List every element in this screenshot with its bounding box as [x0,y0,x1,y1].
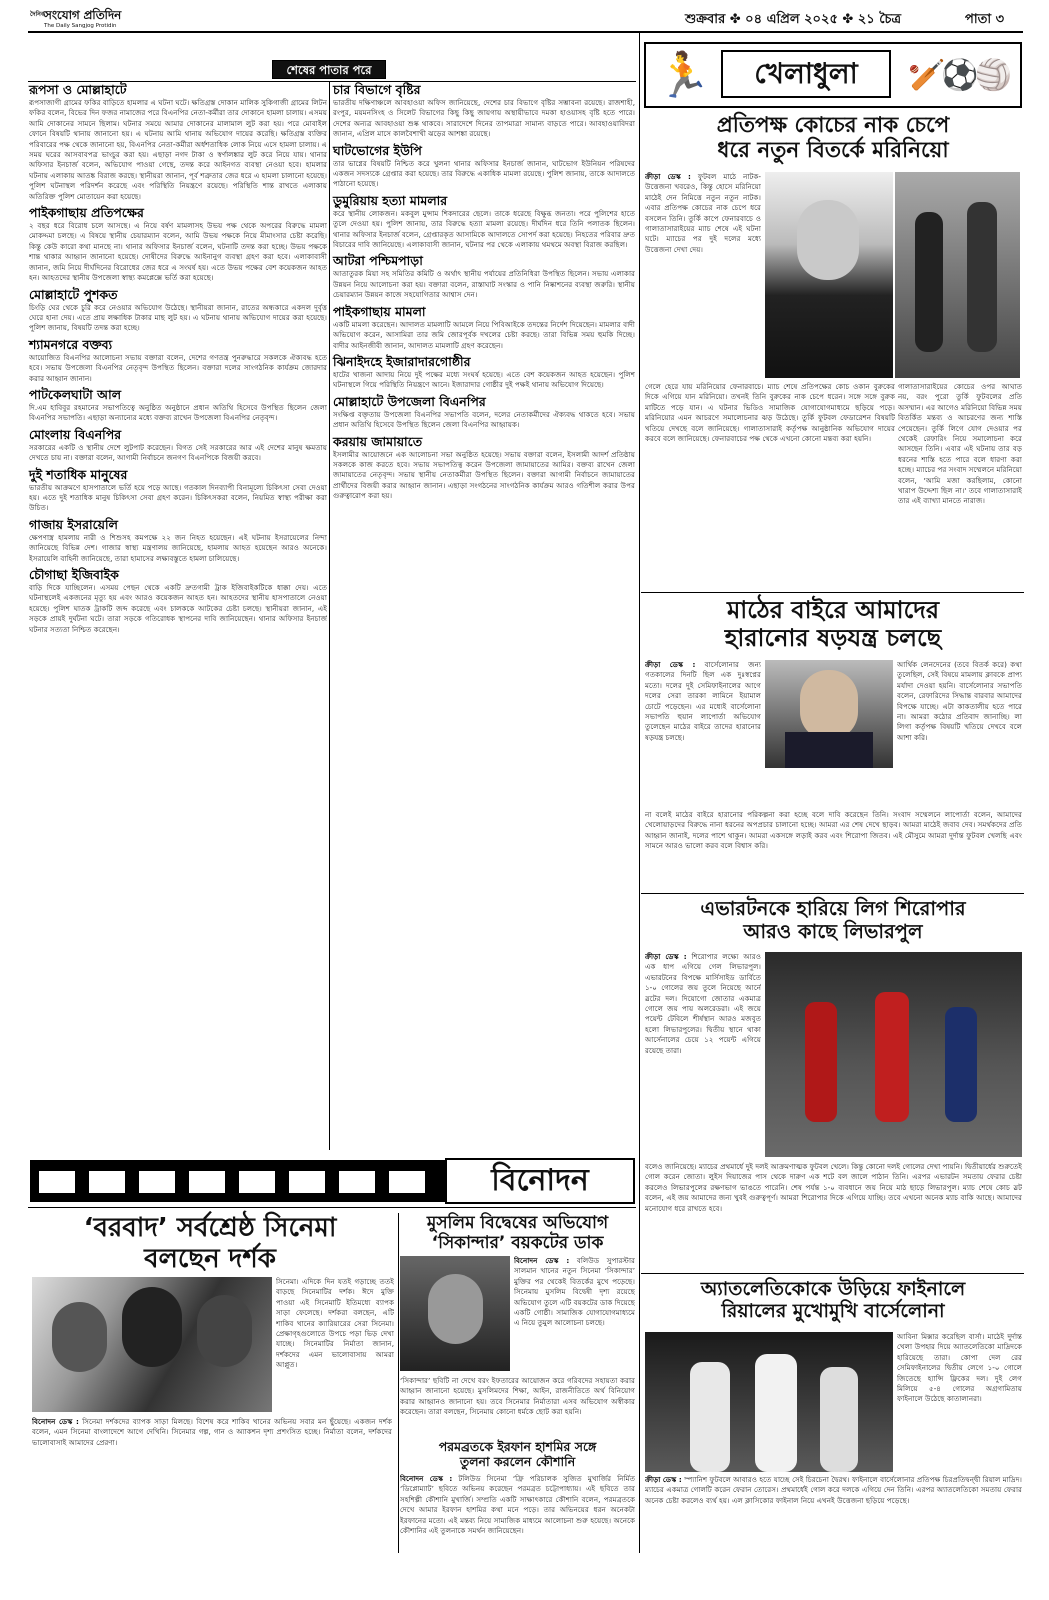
barbad-text-b [32,1417,392,1547]
conspiracy-text-c [645,810,1022,890]
sikandar-text-b-content: ‘সিকান্দার’ ছবিটি না দেখে বরং ইফতারের আয়োজন করে গরিবদের সহায়তা করার আহ্বান জানানো হয়েছে। মুসলিমদের শিক্ষা, আইন, রাজনীতিতে অর্থ বিনিয়োগ করার আহ্বানও জানানো হয়। তবে সিনেমার নির্মাতারা এসব অভিযোগ অস্বীকার করেছেন। তারা বলছেন, সিনেমায় কোনো ধর্মকে ছোট করা হয়নি। [400,1376,635,1417]
sikandar-text-b [400,1376,635,1440]
mourinho-headline [642,113,1024,164]
mourinho-headline-line1: প্রতিপক্ষ কোচের নাক চেপে [716,113,950,138]
liverpool-byline: ক্রীড়া ডেস্ক : [645,952,687,961]
mourinho-text-c [898,382,1022,587]
sports-balls-icon: 🏏⚽🏐 [908,58,1009,93]
article-heading: রূপসা ও মোল্লাহাটে [29,82,127,97]
copa-text-a [897,1332,1022,1472]
article-heading: মোল্লাহাটে উপজেলা বিএনপির [333,393,486,409]
article-body: তার ভাগ্নের বিষয়টি নিশ্চিত করে খুলনা থানার অফিসার ইনচার্জ জানান, ঘাটভোগ ইউনিয়ন পরিষদের একজন সদস্যকে গ্রেপ্তার করা হয়েছে। তার বিরুদ্ধে একাধিক মামলা রয়েছে। পুলিশ জানায়, তাকে আদালতে পাঠানো হয়েছে। [333,158,635,189]
article-body: দি.এম হাবিবুর রহমানের সভাপতিত্বে অনুষ্ঠিত অনুষ্ঠানে প্রধান অতিথি হিসেবে উপস্থিত ছিলেন জেলা বিএনপির সভাপতি। এছাড়া অন্যান্যের মধ্যে বক্তব্য রাখেন উপজেলা বিএনপির নেতৃবৃন্দ। [29,402,327,423]
continuation-banner: শেষের পাতার পরে [272,60,386,79]
copa-text-b-content: স্প্যানিশ ফুটবলে আবারও হতে যাচ্ছে সেই চিরচেনা দ্বৈরথ। ফাইনালে বার্সেলোনার প্রতিপক্ষ চিরপ্রতিদ্বন্দ্বী রিয়াল মাদ্রিদ। ম্যাচের একমাত্র গোলটি করেন ফেরান তোরেস। প্রথমার্ধেই গোল করে দলকে এগিয়ে দেন তিনি। এরপর অ্যাতলেতিকো সমতায় ফেরার অনেক চেষ্টা করলেও ব্যর্থ হয়। এল ক্লাসিকোর ফাইনাল নিয়ে এখনই উত্তেজনা ছড়িয়ে পড়েছে। [645,1475,1022,1505]
article-heading: শ্যামনগরে বক্তব্য [29,336,113,352]
sikandar-headline-line2: ‘সিকান্দার’ বয়কটের ডাক [431,1233,604,1254]
barbad-text-a-content: সিনেমা। এদিকে দিন যতই গড়াচ্ছে ততই বাড়ছে সিনেমাটির দর্শক। ঈদে মুক্তি পাওয়া এই সিনেমাটি ইতিমধ্যে ব্যাপক সাড়া ফেলেছে। দর্শকরা বলছেন, এটি শাকিব খানের ক্যারিয়ারের সেরা সিনেমা। প্রেক্ষাগৃহগুলোতে উপচে পড়া ভিড় দেখা যাচ্ছে। সিনেমাটির নির্মাতা জানান, দর্শকদের এমন ভালোবাসায় আমরা আপ্লুত। [276,1277,394,1370]
copa-text-a-content: আবিনা মিক্সার করেছিল বার্সা। মাঠেই দুর্দান্ত খেলা উপহার দিয়ে অ্যাতলেতিকো মাদ্রিদকে হারিয়েছে তারা। কোপা দেল রের সেমিফাইনালের দ্বিতীয় লেগে ১-০ গোলে জিতেছে হ্যান্সি ফ্লিকের দল। দুই লেগ মিলিয়ে ৫-৪ গোলের অগ্রগামিতায় ফাইনালে উঠেছে কাতালানরা। [897,1332,1022,1404]
koushani-text-content: টলিউড সিনেমা ‘ফ্রি পরিচালক সুজিত মুখার্জির নির্মিত ‘ডিপ্লোম্যাট’ ছবিতে অভিনয় করেছেন পরমব্রত চট্টোপাধ্যায়। এই ছবিতে তার সহশিল্পী কৌশানি মুখার্জি। সম্প্রতি একটি সাক্ষাৎকারে কৌশানি বলেন, পরমব্রতকে দেখে আমার ইরফান হাশমির কথা মনে পড়ে। তার অভিনয়ের ধরন অনেকটা ইরফানের মতো। এই মন্তব্য নিয়ে সামাজিক মাধ্যমে আলোচনা শুরু হয়েছে। অনেকে কৌশানির এই তুলনাকে সমর্থন জানিয়েছেন। [400,1474,635,1536]
article-body: ভারতীয় দক্ষিণাঞ্চলে আবহাওয়া অফিস জানিয়েছে, দেশের চার বিভাগে বৃষ্টির সম্ভাবনা রয়েছে। রাজশাহী, রংপুর, ময়মনসিংহ ও সিলেট বিভাগের কিছু কিছু জায়গায় অস্থায়ীভাবে দমকা হাওয়াসহ বৃষ্টি হতে পারে। দেশের অন্যত্র আবহাওয়া শুষ্ক থাকবে। সারাদেশে দিনের তাপমাত্রা সামান্য বাড়তে পারে। আবহাওয়াবিদরা জানান, এপ্রিল মাসে কালবৈশাখী ঝড়ের আশঙ্কা রয়েছে। [333,98,635,139]
barbad-headline-line2: বলছেন দর্শক [144,1243,276,1274]
copa-final-headline-line2: রিয়ালের মুখোমুখি বার্সেলোনা [721,1300,945,1323]
copa-text-b [645,1475,1022,1553]
sikandar-text-a [514,1256,635,1374]
page-number: পাতা ৩ [965,12,1005,27]
barcelona-conspiracy-headline-line1: মাঠের বাইরে আমাদের [726,596,940,624]
article-body: ২ বছর ধরে বিরোধ চলে আসছে। এ নিয়ে বর্ষণ মামলাসহ উভয় পক্ষ থেকে অপরের বিরুদ্ধে মামলা মোকদ্দমা চলছে। এ বিষয়ে স্থানীয় চেয়ারম্যান বলেন, আমি উভয় পক্ষকে নিয়ে মীমাংসার চেষ্টা করেছি। কিন্তু কেউ কারো কথা মানছে না। থানার অফিসার ইনচার্জ বলেন, ঘটনাটি তদন্ত করা হচ্ছে। উভয় পক্ষকে শান্ত থাকার আহ্বান জানানো হয়েছে। দোষীদের বিরুদ্ধে আইনানুগ ব্যবস্থা গ্রহণ করা হবে। এলাকাবাসী জানান, জমি নিয়ে দীর্ঘদিনের বিরোধের জের ধরে এ সংঘর্ষ হয়। এতে উভয় পক্ষের বেশ কয়েকজন আহত হন। আহতদের স্থানীয় উপজেলা স্বাস্থ্য কমপ্লেক্সে ভর্তি করা হয়েছে। [29,221,327,283]
liverpool-text-a-content: শিরোপার লক্ষ্যে আরও এক ধাপ এগিয়ে গেল লিভারপুল। এভারটনের বিপক্ষে মার্সিসাইড ডার্বিতে ১-০ গোলের জয় তুলে নিয়েছে আর্নে স্লটের দল। দিয়োগো জোতার একমাত্র গোলে জয় পায় অলরেডরা। এই জয়ে পয়েন্ট টেবিলে শীর্ষস্থান আরও মজবুত হলো লিভারপুলের। দ্বিতীয় স্থানে থাকা আর্সেনালের চেয়ে ১২ পয়েন্ট এগিয়ে রয়েছে তারা। [645,952,761,1055]
entertainment-section-title: বিনোদন [445,1158,635,1204]
entertainment-rule [28,1207,636,1208]
film-strip [30,1160,445,1202]
mourinho-photo-2 [895,172,1020,378]
barbad-headline-line1: ‘বরবাদ’ সর্বশ্রেষ্ঠ সিনেমা [83,1213,337,1243]
dateline: শুক্রবার ✤ ০৪ এপ্রিল ২০২৫ ✤ ২১ চৈত্র [685,12,902,27]
mourinho-byline: ক্রীড়া ডেস্ক : [645,172,691,181]
conspiracy-text-b-content: আর্থিক লেনদেনের (তবে বিতর্ক করে) কথা তুলেছিল, সেই বিষয়ে মামলায় ক্লাবকে প্রাপ্য মর্যাদা দেওয়া হয়নি। বার্সেলোনার সভাপতি বলেন, রেফারিদের সিদ্ধান্ত বারবার আমাদের বিপক্ষে যাচ্ছে। এটা কাকতালীয় হতে পারে না। আমরা কঠোর প্রতিবাদ জানাচ্ছি। লা লিগা কর্তৃপক্ষ বিষয়টি খতিয়ে দেখবে বলে আশা করি। [897,660,1022,742]
article-heading: ঝিনাইদহে ইজারাদারগোষ্ঠীর [333,353,471,369]
barbad-photo [32,1277,272,1412]
article-body: আতাতুরক মিয়া সহ সমিতির কমিটি ও অর্থাৎ স্থানীয় পর্যায়ের প্রতিনিধিরা উপস্থিত ছিলেন। সভায় এলাকার উন্নয়ন নিয়ে আলোচনা করা হয়। বক্তারা বলেন, রাস্তাঘাট সংস্কার ও পানি নিষ্কাশনের ব্যবস্থা জরুরি। স্থানীয় চেয়ারম্যান উন্নয়ন কাজে সহযোগিতার আশ্বাস দেন। [333,269,635,300]
barbad-headline [30,1213,390,1274]
liverpool-headline-line1: এভারটনকে হারিয়ে লিগ শিরোপার [700,897,966,920]
koushani-headline-line2: তুলনা করলেন কৌশানি [459,1453,576,1469]
conspiracy-byline: ক্রীড়া ডেস্ক : [645,660,696,669]
conspiracy-text-b [897,660,1022,808]
sports-rule-2 [641,893,1024,894]
barbad-text-a [276,1277,394,1417]
masthead-rule [28,31,1023,33]
article-body: ক্ষেপণাস্ত্র হামলায় নারী ও শিশুসহ কমপক্ষে ২২ জন নিহত হয়েছেন। এই ঘটনায় ইসরায়েলের নিন্দা জানিয়েছে বিভিন্ন দেশ। গাজার স্বাস্থ্য মন্ত্রণালয় জানিয়েছে, হামলায় আহত হয়েছেন আরও অনেকে। ইসরায়েলি বাহিনী জানিয়েছে, তারা হামাসের লক্ষ্যবস্তুতে হামলা চালিয়েছে। [29,532,327,563]
liverpool-text-a [645,952,761,1160]
liverpool-text-b-content: বলেও জানিয়েছে। ম্যাচের প্রথমার্ধে দুই দলই আক্রমণাত্মক ফুটবল খেলে। কিন্তু কোনো দলই গোলের দেখা পায়নি। দ্বিতীয়ার্ধের শুরুতেই গোল করেন জোতা। লুইস দিয়াজের পাস থেকে দারুণ এক শটে বল জালে পাঠান তিনি। এরপর এভারটন সমতায় ফেরার চেষ্টা করলেও লিভারপুলের রক্ষণভাগ ভাঙতে পারেনি। শেষ পর্যন্ত ১-০ ব্যবধানে জয় নিয়ে মাঠ ছাড়ে লিভারপুল। ম্যাচ শেষে কোচ স্লট বলেন, এই জয় আমাদের জন্য খুবই গুরুত্বপূর্ণ। আমরা শিরোপার দিকে এগিয়ে যাচ্ছি। তবে এখনো অনেক ম্যাচ বাকি আছে। আমাদের মনোযোগ ধরে রাখতে হবে। [645,1162,1022,1213]
article-body: হাটের খাজনা আদায় নিয়ে দুই পক্ষের মধ্যে সংঘর্ষ হয়েছে। এতে বেশ কয়েকজন আহত হয়েছেন। পুলিশ ঘটনাস্থলে গিয়ে পরিস্থিতি নিয়ন্ত্রণে আনে। ইজারাদার গোষ্ঠীর দুই পক্ষই থানায় অভিযোগ দিয়েছে। [333,369,635,390]
liverpool-headline-line2: আরও কাছে লিভারপুল [743,920,923,943]
sikandar-headline [400,1213,635,1253]
article-body: ইসলামীর আয়োজনে এক আলোচনা সভা অনুষ্ঠিত হয়েছে। সভায় বক্তারা বলেন, ইসলামী আদর্শ প্রতিষ্ঠায় সকলকে কাজ করতে হবে। সভায় সভাপতিত্ব করেন উপজেলা জামায়াতের আমির। বক্তব্য রাখেন জেলা জামায়াতের নেতৃবৃন্দ। সভায় স্থানীয় নেতাকর্মীরা উপস্থিত ছিলেন। বক্তারা আগামী নির্বাচনে জামায়াতের প্রার্থীদের বিজয়ী করার আহ্বান জানান। এছাড়া সংগঠনের সাংগঠনিক কার্যক্রম আরও গতিশীল করার উপর গুরুত্বারোপ করা হয়। [333,449,635,501]
masthead-prefix: দৈনিক [30,11,46,18]
article-body: সরকারের একটি ও স্থানীয় দেশে লুটপাট করেছেন। বিগত সেই সরকারের আর এই দেশের মানুষ ক্ষমতায় দেখতে চায় না। বক্তারা বলেন, আগামী নির্বাচনে জনগণ বিএনপিকে বিজয়ী করবে। [29,442,327,463]
column-divider-1 [329,82,330,1150]
mourinho-headline-line2: ধরে নতুন বিতর্কে মরিনিয়ো [717,138,949,164]
sikandar-text-a-content: বলিউড সুপারস্টার সালমান খানের নতুন সিনেমা ‘সিকান্দার’ মুক্তির পর থেকেই বিতর্কের মুখে পড়েছে। সিনেমায় মুসলিম বিদ্বেষী দৃশ্য রয়েছে অভিযোগ তুলে এটি বয়কটের ডাক দিয়েছে একটি গোষ্ঠী। সামাজিক যোগাযোগমাধ্যমে এ নিয়ে তুমুল আলোচনা চলছে। [514,1256,635,1328]
sports-section-title: খেলাধুলা [721,50,891,98]
barbad-byline: বিনোদন ডেস্ক : [32,1417,79,1426]
sikandar-photo [400,1256,510,1371]
article-heading: দুই শতাধিক মানুষের [29,466,128,482]
article-heading: মোল্লাহাটে পুশকত [29,286,118,302]
liverpool-headline [642,897,1024,943]
article-heading: আটরা পশ্চিমপাড়া [333,253,423,269]
koushani-headline-line1: পরমব্রতকে ইরফান হাশমির সঙ্গে [438,1439,597,1454]
masthead-title: সংযোগ প্রতিদিন [44,8,122,22]
conspiracy-text-c-content: না বলেই মাঠের বাইরে হারানোর পরিকল্পনা করা হচ্ছে বলে দাবি করেছেন তিনি। সংবাদ সম্মেলনে লাপোর্তা বলেন, আমাদের খেলোয়াড়দের বিরুদ্ধে নানা ধরনের অপপ্রচার চালানো হচ্ছে। আমরা এর শেষ দেখে ছাড়ব। আমরা মাঠেই জবাব দেব। সমর্থকদের প্রতি আহ্বান জানাই, দলের পাশে থাকুন। আমরা একসঙ্গে লড়াই করব এবং শিরোপা জিতব। এই মৌসুমে আমরা দুর্দান্ত ফুটবল খেলছি এবং সামনে আরও ভালো করব বলে বিশ্বাস করি। [645,810,1022,851]
article-heading: করয়ায় জামায়াতে [333,433,423,449]
entertainment-divider [398,1213,399,1553]
article-heading: ঘাটভোগের ইউপি [333,142,422,158]
article-body: রূপসাজাগী গ্রামের ফকির বাড়িতে হামলার এ ঘটনা ঘটে। ক্ষতিগ্রস্ত দোকান মালিক সুকিগাজী গ্রামের লিটন ফকির বলেন, বিভের দিন ফজর নামাজের পরে বিএনপির নেতা-কর্মীরা তার দোকানে হামলা চালায়। এসময় আমি দোকানের সামনে ছিলাম। ঘটনার সময়ে আমার দোকানের মালামাল লুট করা হয়। পরে মোবাইল ফোনে বিষয়টি থানায় জানানো হয়। এ ঘটনায় আমি থানায় অভিযোগ দায়ের করেছি। ক্ষতিগ্রস্ত ব্যক্তির পরিবারের পক্ষ থেকে জানানো হয়, বিএনপির নেতা-কর্মীরা অর্ধশতাধিক লোক নিয়ে এসে হামলা চালায়। এ সময় ঘরের আসবাবপত্র ভাংচুর করা হয়। এছাড়া নগদ টাকা ও স্বর্ণালঙ্কার লুট করে নিয়ে যায়। থানার অফিসার ইনচার্জ বলেন, অভিযোগ পাওয়া গেছে, তদন্ত করে আইনগত ব্যবস্থা নেওয়া হবে। হামলার ঘটনায় এলাকায় আতঙ্ক বিরাজ করছে। স্থানীয়রা জানান, পূর্ব শত্রুতার জের ধরে এ হামলা চালানো হয়েছে। পুলিশ ঘটনাস্থল পরিদর্শন করেছে এবং পরিস্থিতি নিয়ন্ত্রণে রয়েছে। পরিস্থিতি শান্ত রাখতে এলাকায় অতিরিক্ত পুলিশ মোতায়েন করা হয়েছে। [29,98,327,201]
article-body: একটি মামলা করেছেন। আদালত মামলাটি আমলে নিয়ে পিবিআইকে তদন্তের নির্দেশ দিয়েছেন। মামলার বাদী অভিযোগ করেন, আসামিরা তার জমি জোরপূর্বক দখলের চেষ্টা করছে। তারা বিভিন্ন সময় হুমকি দিচ্ছে। বাদীর আইনজীবী জানান, আদালত মামলাটি গ্রহণ করেছেন। [333,319,635,350]
article-body: বাড়ি দিকে যাচ্ছিলেন। এসময় পেছন থেকে একটি দ্রুতগামী ট্রাক ইজিবাইকটিকে ধাক্কা দেয়। এতে ঘটনাস্থলেই একজনের মৃত্যু হয় এবং আরও কয়েকজন আহত হন। আহতদের স্থানীয় হাসপাতালে নেওয়া হয়েছে। পুলিশ ঘাতক ট্রাকটি জব্দ করেছে এবং চালককে আটকের চেষ্টা চলছে। স্থানীয়রা জানান, এই সড়কে প্রায়ই দুর্ঘটনা ঘটে। তারা সড়কে গতিরোধক স্থাপনের দাবি জানিয়েছেন। থানার অফিসার ইনচার্জ ঘটনার সত্যতা নিশ্চিত করেছেন। [29,583,327,634]
article-heading: ডুমুরিয়ায় হত্যা মামলার [333,192,448,208]
sikandar-headline-line1: মুসলিম বিদ্বেষের অভিযোগ [426,1213,609,1233]
page-center-divider [639,33,640,1553]
copa-byline: ক্রীড়া ডেস্ক : [645,1475,682,1484]
sports-banner [644,42,1022,108]
article-body: ভারতীয় আক্রমণে হাসপাতালে ভর্তি হয়ে পড়ে আছে। গতকাল দিনব্যাপী বিনামূল্যে চিকিৎসা সেবা দেওয়া হয়। এতে দুই শতাধিক মানুষ চিকিৎসা সেবা গ্রহণ করেন। চিকিৎসকরা বলেন, নিয়মিত স্বাস্থ্য পরীক্ষা করা উচিত। [29,482,327,513]
article-heading: চার বিভাগে বৃষ্টির [333,82,421,97]
article-body: চিংড়ি ঘের থেকে চুরি করে নেওয়ার অভিযোগ উঠেছে। স্থানীয়রা জানান, রাতের অন্ধকারে একদল দুর্বৃত্ত ঘেরে হানা দেয়। এতে প্রায় লক্ষাধিক টাকার মাছ লুট হয়। এ ঘটনায় থানায় অভিযোগ দায়ের করা হয়েছে। পুলিশ জানায়, বিষয়টি তদন্ত করা হচ্ছে। [29,302,327,333]
article-body: সংক্ষিপ্ত বক্তৃতায় উপজেলা বিএনপির সভাপতি বলেন, দলের নেতাকর্মীদের ঐক্যবদ্ধ থাকতে হবে। সভায় প্রধান অতিথি হিসেবে উপস্থিত ছিলেন জেলা বিএনপির আহ্বায়ক। [333,409,635,430]
sports-rule-3 [641,1273,1024,1274]
koushani-headline [400,1440,635,1470]
mourinho-text-b [645,382,895,587]
left-column-1 [29,82,327,1150]
mourinho-text-c-content: গালাতাসারাইয়ের কোচের ওপর আঘাত নয়, বরং পুরো তুর্কি ফুটবলের প্রতি অসম্মান। এর আগেও মরিনিয়ো বিভিন্ন সময় বিতর্কিত মন্তব্য ও আচরণের জন্য শাস্তি পেয়েছেন। তুর্কি লিগে যোগ দেওয়ার পর থেকেই রেফারিং নিয়ে সমালোচনা করে আসছেন তিনি। এবার এই ঘটনায় তার বড় ধরনের শাস্তি হতে পারে বলে ধারণা করা হচ্ছে। ম্যাচের পর সংবাদ সম্মেলনে মরিনিয়ো বলেন, 'আমি মজা করছিলাম, কোনো খারাপ উদ্দেশ্য ছিল না।' তবে গালাতাসারাই তার এই ব্যাখ্যা মানতে নারাজ। [898,382,1022,506]
left-column-2 [333,82,635,1150]
liverpool-photo [765,952,1022,1157]
sports-rule-1 [641,592,1024,593]
laporta-photo [765,660,893,768]
article-body: আয়োজিত বিএনপির আলোচনা সভায় বক্তারা বলেন, দেশের গণতন্ত্র পুনরুদ্ধারে সকলকে ঐক্যবদ্ধ হতে হবে। সভায় উপজেলা বিএনপির নেতৃবৃন্দ উপস্থিত ছিলেন। বক্তারা দলের সাংগঠনিক কার্যক্রম জোরদার করার আহ্বান জানান। [29,352,327,383]
mourinho-text-a-content: ফুটবল মাঠে নাটক-উত্তেজনা খবরেও, কিন্তু হোসে মরিনিয়ো মাঠেই দেন নিমিত্তে নতুন নতুন নাটক। এবার প্রতিপক্ষ কোচের নাক চেপে ধরে বসলেন তিনি। তুর্কি কাপে ফেনারবাচে ও গালাতাসারাইয়ের ম্যাচ শেষে এই ঘটনা ঘটে। ম্যাচের পর দুই দলের মধ্যে উত্তেজনা দেখা দেয়। [645,172,761,254]
sikandar-byline: বিনোদন ডেস্ক : [514,1256,570,1265]
article-heading: মোংলায় বিএনপির [29,426,122,442]
barcelona-conspiracy-headline-line2: হারানোর ষড়যন্ত্র চলছে [724,624,942,653]
barcelona-conspiracy-headline [642,596,1024,653]
article-heading: চৌগাছা ইজিবাইক [29,567,119,582]
koushani-text [400,1474,635,1550]
article-body: করে স্থানীয় লোকজন। মকবুল মুন্সাম শিকদারের ছেলে। তাকে ধরেছে বিক্ষুব্ধ জনতা। পরে পুলিশের হাতে তুলে দেওয়া হয়। পুলিশ জানায়, তার বিরুদ্ধে হত্যা মামলা রয়েছে। দীর্ঘদিন ধরে তিনি পলাতক ছিলেন। থানার অফিসার ইনচার্জ বলেন, গ্রেপ্তারকৃত আসামিকে আদালতে সোপর্দ করা হয়েছে। নিহতের পরিবার দ্রুত বিচারের দাবি জানিয়েছে। এলাকাবাসী জানান, ঘটনার পর থেকে এলাকায় থমথমে অবস্থা বিরাজ করছিল। [333,208,635,250]
article-heading: গাজায় ইসরায়েলি [29,516,118,532]
koushani-byline: বিনোদন ডেস্ক : [400,1474,453,1483]
masthead-subtitle: The Daily Sangjog Protidin [44,23,117,29]
conspiracy-text-a [645,660,761,808]
conspiracy-text-a-content: বার্সেলোনার জন্য গতকালের দিনটি ছিল এক দুঃস্বপ্নের মতো। দলের দুই সেমিফাইনালের আগে দলের সেরা তারকা লামিনে ইয়ামাল চোটে পড়েছেন। এর মধ্যেই বার্সেলোনা সভাপতি হুয়ান লাপোর্তা অভিযোগ তুলেছেন মাঠের বাইরে তাদের হারানোর ষড়যন্ত্র চলছে। [645,660,761,742]
mourinho-text-a [645,172,761,382]
copa-final-headline-line1: অ্যাতলেতিকোকে উড়িয়ে ফাইনালে [700,1278,966,1300]
runner-icon: 🏃 [656,50,711,101]
article-heading: পাইকগাছায় প্রতিপক্ষের [29,205,144,221]
article-heading: পাইকগাছায় মামলা [333,303,426,319]
mourinho-photo-1 [765,172,893,378]
liverpool-text-b [645,1162,1022,1270]
barcelona-photo [645,1332,893,1472]
copa-final-headline [642,1278,1024,1323]
barbad-text-b-content: সিনেমা দর্শকদের ব্যাপক সাড়া মিলছে। বিশেষ করে শাকিব খানের অভিনয় সবার মন ছুঁয়েছে। একজন দর্শক বলেন, এমন সিনেমা বাংলাদেশে আগে দেখিনি। সিনেমার গল্প, গান ও অ্যাকশন দৃশ্য প্রশংসিত হচ্ছে। নির্মাতা বলেন, দর্শকদের ভালোবাসাই আমাদের প্রেরণা। [32,1417,392,1447]
mourinho-text-b-content: গেলে হেরে যায় মরিনিয়োর ফেনারবাচে। ম্যাচ শেষে প্রতিপক্ষের কোচ ওকান বুরুকের দিকে এগিয়ে যান মরিনিয়ো। তখনই তিনি বুরুকের নাক চেপে ধরেন। সঙ্গে সঙ্গে বুরুক মাটিতে পড়ে যান। এ ঘটনার ভিডিও সামাজিক যোগাযোগমাধ্যমে ছড়িয়ে পড়ে। মরিনিয়োর এমন আচরণে সমালোচনার ঝড় উঠেছে। তুর্কি ফুটবল ফেডারেশন বিষয়টি খতিয়ে দেখছে বলে জানিয়েছে। গালাতাসারাই কর্তৃপক্ষ আনুষ্ঠানিক অভিযোগ দায়ের করবে বলে জানিয়েছে। ফেনারবাচের পক্ষ থেকে এখনো কোনো মন্তব্য করা হয়নি। [645,382,895,444]
article-heading: পাটকেলঘাটা আল [29,386,122,402]
